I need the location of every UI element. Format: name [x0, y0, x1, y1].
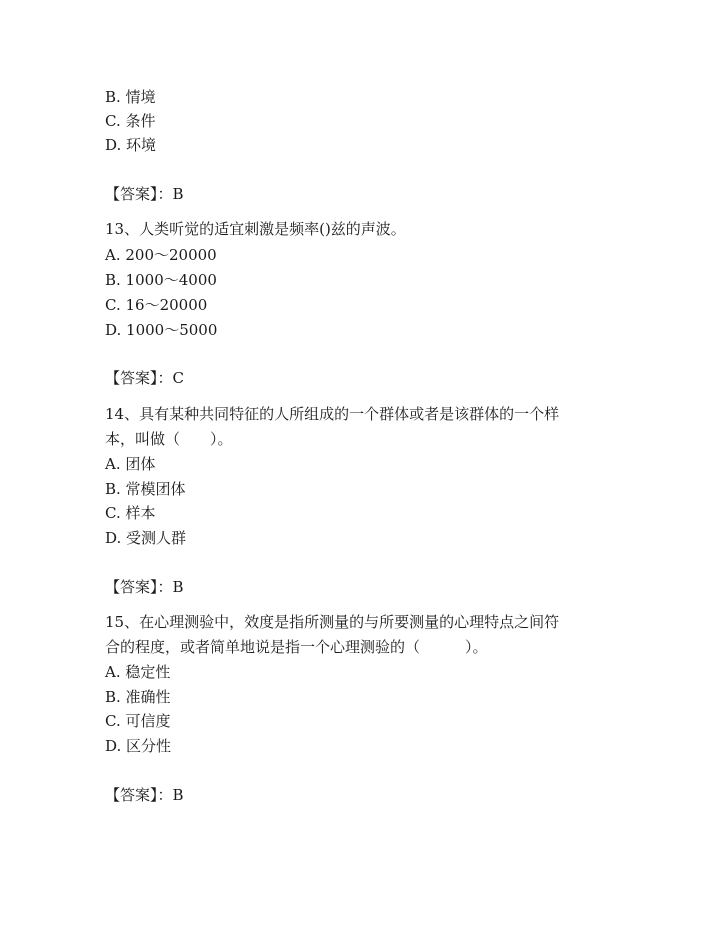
- q15-option-c: C. 可信度: [105, 712, 171, 730]
- q15-answer: 【答案】：B: [105, 786, 184, 804]
- q14-option-d: D. 受测人群: [105, 529, 187, 547]
- q13-option-c: C. 16～20000: [105, 296, 208, 314]
- q12-option-c: C. 条件: [105, 112, 156, 130]
- q15-option-a: A. 稳定性: [105, 663, 171, 681]
- q15-stem-line2: 合的程度，或者简单地说是指一个心理测验的（ ）。: [105, 638, 488, 656]
- q12-option-b: B. 情境: [105, 88, 156, 106]
- q13-option-b: B. 1000～4000: [105, 271, 217, 289]
- q14-stem-line1: 14、具有某种共同特征的人所组成的一个群体或者是该群体的一个样: [105, 405, 560, 423]
- q13-option-a: A. 200～20000: [105, 246, 217, 264]
- q14-stem-line2: 本，叫做（ ）。: [105, 430, 233, 448]
- q12-answer: 【答案】：B: [105, 185, 184, 203]
- q13-answer: 【答案】：C: [105, 369, 184, 387]
- q14-option-b: B. 常模团体: [105, 480, 186, 498]
- q14-option-c: C. 样本: [105, 504, 156, 522]
- q15-stem-line1: 15、在心理测验中，效度是指所测量的与所要测量的心理特点之间符: [105, 613, 560, 631]
- q13-option-d: D. 1000～5000: [105, 321, 218, 339]
- q14-option-a: A. 团体: [105, 455, 156, 473]
- q12-option-d: D. 环境: [105, 136, 157, 154]
- q15-option-d: D. 区分性: [105, 737, 172, 755]
- q14-answer: 【答案】：B: [105, 578, 184, 596]
- q15-option-b: B. 准确性: [105, 688, 171, 706]
- q13-stem: 13、人类听觉的适宜刺激是频率()兹的声波。: [105, 220, 406, 238]
